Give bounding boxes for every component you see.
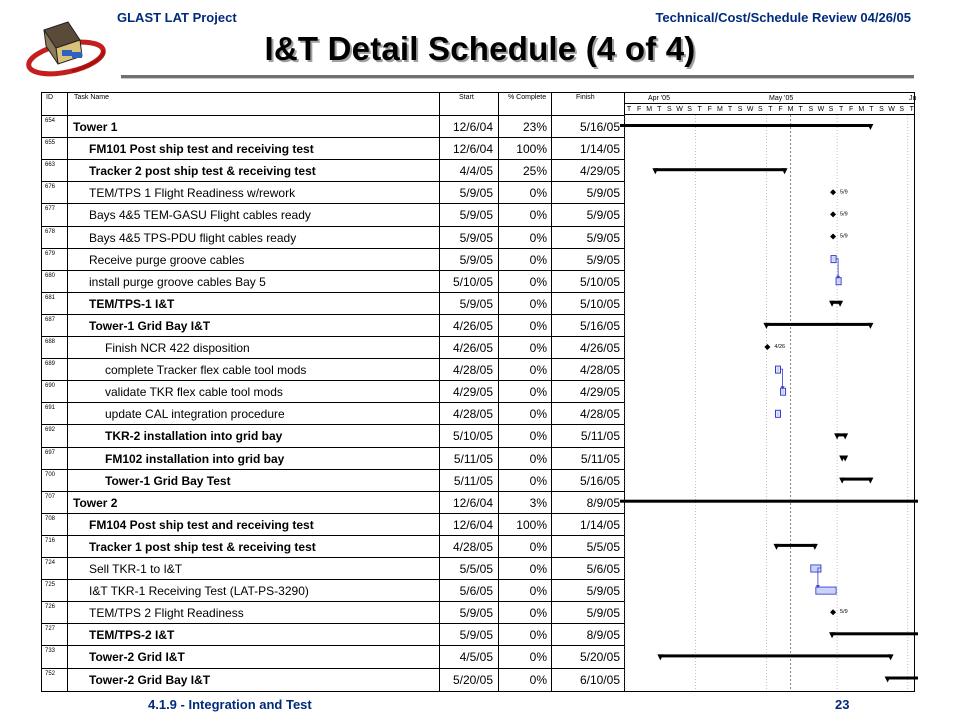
task-id: 716 [45, 537, 56, 544]
task-complete: 0% [529, 451, 547, 466]
table-row[interactable] [42, 668, 624, 690]
table-row[interactable] [42, 645, 624, 667]
table-row[interactable] [42, 115, 624, 137]
summary-bar [839, 478, 873, 484]
task-complete: 0% [529, 539, 547, 554]
task-id: 752 [45, 670, 56, 677]
table-row[interactable] [42, 270, 624, 292]
task-start: 12/6/04 [452, 120, 493, 134]
task-bar-fill [782, 389, 785, 394]
task-start: 5/10/05 [452, 429, 493, 444]
task-name: Tower-2 Grid Bay I&T [89, 672, 211, 687]
footer-wbs: 4.1.9 - Integration and Test [148, 697, 312, 712]
review-name: Technical/Cost/Schedule Review 04/26/05 [655, 10, 911, 25]
table-row[interactable] [42, 469, 624, 491]
timescale-day: S [757, 106, 763, 113]
timescale-day: M [787, 106, 794, 113]
summary-bar [657, 654, 893, 660]
timescale-day: T [727, 106, 733, 113]
task-start: 12/6/04 [452, 517, 493, 532]
task-id: 727 [45, 626, 56, 633]
task-finish: 8/9/05 [586, 495, 620, 510]
column-header-task-name: Task Name [74, 94, 110, 101]
table-row[interactable] [42, 424, 624, 446]
timescale-day: S [737, 106, 743, 113]
task-name: Bays 4&5 TPS-PDU flight cables ready [89, 230, 297, 245]
divider-name [439, 93, 440, 691]
task-name: FM101 Post ship test and receiving test [89, 142, 314, 157]
task-start: 5/9/05 [459, 296, 493, 311]
task-start: 5/6/05 [459, 584, 493, 599]
timescale-day: T [657, 106, 662, 113]
task-name: Finish NCR 422 disposition [105, 341, 250, 355]
task-bar-fill [817, 588, 835, 593]
task-start: 5/20/05 [452, 672, 493, 687]
timescale-day: S [808, 106, 814, 113]
task-id: 678 [45, 228, 56, 235]
task-start: 5/10/05 [452, 274, 493, 289]
task-id: 707 [45, 493, 56, 500]
summary-bar [620, 124, 873, 130]
table-row[interactable] [42, 292, 624, 314]
task-finish: 6/10/05 [579, 672, 620, 687]
task-finish: 1/14/05 [579, 517, 620, 532]
summary-bar [774, 544, 818, 550]
divider-id [67, 93, 68, 691]
task-finish: 1/14/05 [579, 142, 620, 157]
task-complete: 100% [516, 142, 547, 157]
task-finish: 4/28/05 [579, 407, 620, 422]
task-finish: 5/11/05 [580, 429, 620, 444]
milestone-diamond [764, 344, 770, 350]
task-start: 5/5/05 [459, 562, 493, 576]
task-bar-fill [837, 279, 840, 284]
task-complete: 0% [529, 606, 547, 621]
task-start: 12/6/04 [452, 142, 493, 157]
table-row[interactable] [42, 226, 624, 248]
table-row[interactable] [42, 159, 624, 181]
task-complete: 0% [529, 628, 547, 643]
task-id: 680 [45, 272, 56, 279]
task-finish: 5/6/05 [586, 562, 620, 576]
task-start: 4/28/05 [452, 363, 493, 378]
task-bar-fill [812, 566, 820, 571]
task-start: 5/9/05 [459, 208, 493, 223]
page-number: 23 [835, 697, 850, 712]
column-header-start: Start [459, 94, 474, 101]
milestone-diamond [830, 211, 836, 217]
timescale-day: S [828, 106, 834, 113]
timescale-month-apr: Apr '05 [648, 95, 670, 102]
task-start: 4/26/05 [452, 318, 493, 333]
task-start: 5/9/05 [459, 606, 493, 621]
task-complete: 0% [529, 318, 547, 333]
gantt-schedule-table [41, 92, 915, 692]
task-name: install purge groove cables Bay 5 [89, 274, 266, 289]
title-rule [121, 75, 914, 79]
page-title: I&T Detail Schedule (4 of 4) [264, 30, 696, 67]
task-id: 726 [45, 604, 56, 611]
task-complete: 0% [529, 407, 547, 422]
milestone-date-label: 5/9 [840, 609, 848, 616]
table-row[interactable] [42, 513, 624, 535]
task-name: complete Tracker flex cable tool mods [105, 363, 307, 378]
task-complete: 0% [529, 473, 547, 488]
table-row[interactable] [42, 402, 624, 424]
task-start: 5/9/05 [459, 628, 493, 643]
task-id: 708 [45, 515, 56, 522]
task-start: 4/5/05 [459, 650, 493, 665]
timescale-day: W [817, 106, 825, 113]
task-start: 4/28/05 [452, 407, 493, 422]
task-finish: 5/9/05 [586, 252, 620, 267]
task-id: 692 [45, 427, 56, 434]
task-name: Tracker 2 post ship test & receiving test [89, 164, 316, 179]
milestone-date-label: 5/9 [840, 189, 848, 196]
task-name: FM104 Post ship test and receiving test [89, 517, 314, 532]
task-complete: 25% [522, 164, 547, 179]
task-bar-fill [832, 257, 835, 262]
task-complete: 0% [529, 341, 547, 355]
task-finish: 4/29/05 [579, 164, 620, 179]
table-row[interactable] [42, 623, 624, 645]
task-name: Tower-1 Grid Bay I&T [89, 318, 211, 333]
timescale-day: F [778, 106, 783, 113]
task-finish: 5/5/05 [586, 539, 620, 554]
task-id: 663 [45, 162, 56, 169]
timescale-day: T [869, 106, 874, 113]
task-finish: 5/16/05 [579, 473, 620, 488]
column-header-finish: Finish [576, 94, 595, 101]
task-complete: 0% [529, 672, 547, 687]
task-start: 4/28/05 [452, 539, 493, 554]
task-start: 5/11/05 [453, 473, 493, 488]
milestone-date-label: 5/9 [840, 233, 848, 240]
task-bar-fill [777, 367, 780, 372]
task-finish: 5/9/05 [586, 186, 620, 201]
timescale-day: T [838, 106, 844, 113]
task-id: 679 [45, 250, 56, 257]
timescale-day: M [858, 106, 865, 113]
task-finish: 5/10/05 [579, 274, 620, 289]
divider-complete [551, 93, 552, 691]
task-name: TEM/TPS-2 I&T [89, 628, 175, 643]
task-name: validate TKR flex cable tool mods [105, 385, 283, 400]
summary-bar [652, 168, 787, 174]
task-id: 690 [45, 383, 56, 390]
task-finish: 4/29/05 [579, 385, 620, 400]
task-start: 5/11/05 [453, 451, 493, 466]
task-name: Tower-2 Grid I&T [89, 650, 185, 665]
task-complete: 3% [529, 495, 547, 510]
task-complete: 0% [529, 429, 547, 444]
timescale-day: T [909, 106, 914, 113]
table-row[interactable] [42, 314, 624, 336]
task-finish: 4/28/05 [579, 363, 620, 378]
task-name: TKR-2 installation into grid bay [105, 429, 283, 444]
timescale-day: S [899, 106, 905, 113]
task-complete: 0% [529, 186, 547, 201]
task-start: 4/26/05 [452, 341, 493, 355]
summary-bar [829, 632, 918, 638]
task-name: Receive purge groove cables [89, 252, 245, 267]
task-finish: 5/16/05 [579, 120, 620, 134]
task-name: FM102 installation into grid bay [105, 451, 285, 466]
column-header-id: ID [46, 94, 53, 101]
task-start: 12/6/04 [452, 495, 493, 510]
timescale-day: T [626, 106, 632, 113]
table-row[interactable] [42, 579, 624, 601]
timescale-day: W [888, 106, 895, 113]
summary-bar [839, 456, 848, 462]
timescale-day: M [646, 106, 653, 113]
task-id: 691 [45, 405, 56, 412]
summary-bar [763, 323, 873, 329]
timescale-month-may: May '05 [769, 95, 794, 102]
table-row[interactable] [42, 557, 624, 579]
timescale-day: F [707, 106, 712, 113]
table-row[interactable] [42, 181, 624, 203]
task-id: 655 [45, 140, 56, 147]
table-row[interactable] [42, 203, 624, 225]
task-finish: 5/9/05 [586, 584, 620, 599]
task-id: 724 [45, 560, 56, 566]
timescale-day: T [768, 106, 773, 113]
column-header-complete: % Complete [508, 94, 547, 101]
timescale-day: S [879, 106, 884, 113]
task-id: 725 [45, 582, 56, 589]
timescale-day: W [746, 106, 754, 113]
table-row[interactable] [42, 491, 624, 513]
table-row[interactable] [42, 535, 624, 557]
milestone-date-label: 4/26 [774, 344, 786, 350]
task-finish: 5/9/05 [586, 230, 620, 245]
task-start: 5/9/05 [459, 186, 493, 201]
task-id: 676 [45, 184, 56, 191]
task-finish: 5/10/05 [579, 296, 620, 311]
task-finish: 5/9/05 [586, 208, 620, 223]
divider-start [498, 93, 499, 691]
project-name: GLAST LAT Project [117, 10, 237, 25]
task-start: 5/9/05 [459, 230, 493, 245]
task-id: 681 [45, 294, 56, 301]
task-name: TEM/TPS 1 Flight Readiness w/rework [89, 186, 296, 201]
summary-bar [829, 301, 843, 307]
timescale-day: W [676, 106, 683, 113]
task-name: Tower 1 [73, 120, 118, 134]
table-row[interactable] [42, 248, 624, 270]
timescale-day: S [687, 106, 692, 113]
summary-bar [620, 500, 918, 503]
summary-bar [834, 433, 848, 439]
timescale-day: T [697, 106, 702, 113]
task-finish: 5/9/05 [586, 606, 620, 621]
task-name: Tower 2 [73, 495, 118, 510]
task-id: 689 [45, 361, 56, 368]
timescale-day: F [636, 106, 642, 113]
task-start: 4/29/05 [452, 385, 493, 400]
timescale-days [624, 104, 914, 115]
task-finish: 5/20/05 [579, 650, 620, 665]
task-complete: 0% [529, 650, 547, 665]
milestone-diamond [830, 189, 836, 195]
task-complete: 23% [522, 120, 547, 134]
task-complete: 100% [516, 517, 547, 532]
gantt-chart [624, 115, 914, 691]
summary-bar [885, 677, 918, 683]
task-complete: 0% [529, 385, 547, 400]
task-id: 687 [45, 316, 56, 323]
task-id: 733 [45, 648, 56, 655]
task-name: Bays 4&5 TEM-GASU Flight cables ready [89, 208, 311, 223]
task-finish: 4/26/05 [579, 341, 620, 355]
table-row[interactable] [42, 336, 624, 358]
timescale-day: M [716, 106, 723, 113]
task-complete: 0% [529, 562, 547, 576]
timescale-day: T [798, 106, 803, 113]
task-complete: 0% [529, 584, 547, 599]
task-complete: 0% [529, 230, 547, 245]
task-bar-fill [777, 411, 780, 416]
task-complete: 0% [529, 252, 547, 267]
table-row[interactable] [42, 447, 624, 469]
task-complete: 0% [529, 274, 547, 289]
milestone-diamond [830, 234, 836, 240]
timescale-day: F [849, 106, 854, 113]
task-name: I&T TKR-1 Receiving Test (LAT-PS-3290) [89, 584, 309, 599]
task-finish: 5/16/05 [579, 318, 620, 333]
task-id: 697 [45, 449, 56, 456]
timescale-month-jun: Ju [909, 95, 917, 102]
milestone-date-label: 5/9 [840, 211, 848, 218]
task-name: Tower-1 Grid Bay Test [105, 473, 231, 488]
task-complete: 0% [529, 363, 547, 378]
table-row[interactable] [42, 137, 624, 159]
timescale-months [624, 93, 917, 104]
task-name: update CAL integration procedure [105, 407, 285, 422]
timescale-day: S [667, 106, 672, 113]
task-name: Tracker 1 post ship test & receiving test [89, 539, 316, 554]
table-row[interactable] [42, 380, 624, 402]
task-id: 677 [45, 206, 56, 213]
task-finish: 8/9/05 [586, 628, 620, 643]
task-start: 4/4/05 [459, 164, 493, 179]
table-row[interactable] [42, 601, 624, 623]
task-id: 654 [45, 118, 56, 124]
task-name: TEM/TPS-1 I&T [89, 296, 175, 311]
task-complete: 0% [529, 296, 547, 311]
task-id: 700 [45, 471, 56, 478]
task-complete: 0% [529, 208, 547, 223]
task-start: 5/9/05 [459, 252, 493, 267]
milestone-diamond [830, 609, 836, 615]
task-name: TEM/TPS 2 Flight Readiness [89, 606, 244, 621]
task-id: 688 [45, 339, 56, 345]
task-name: Sell TKR-1 to I&T [89, 562, 183, 576]
task-finish: 5/11/05 [580, 451, 620, 466]
table-row[interactable] [42, 358, 624, 380]
